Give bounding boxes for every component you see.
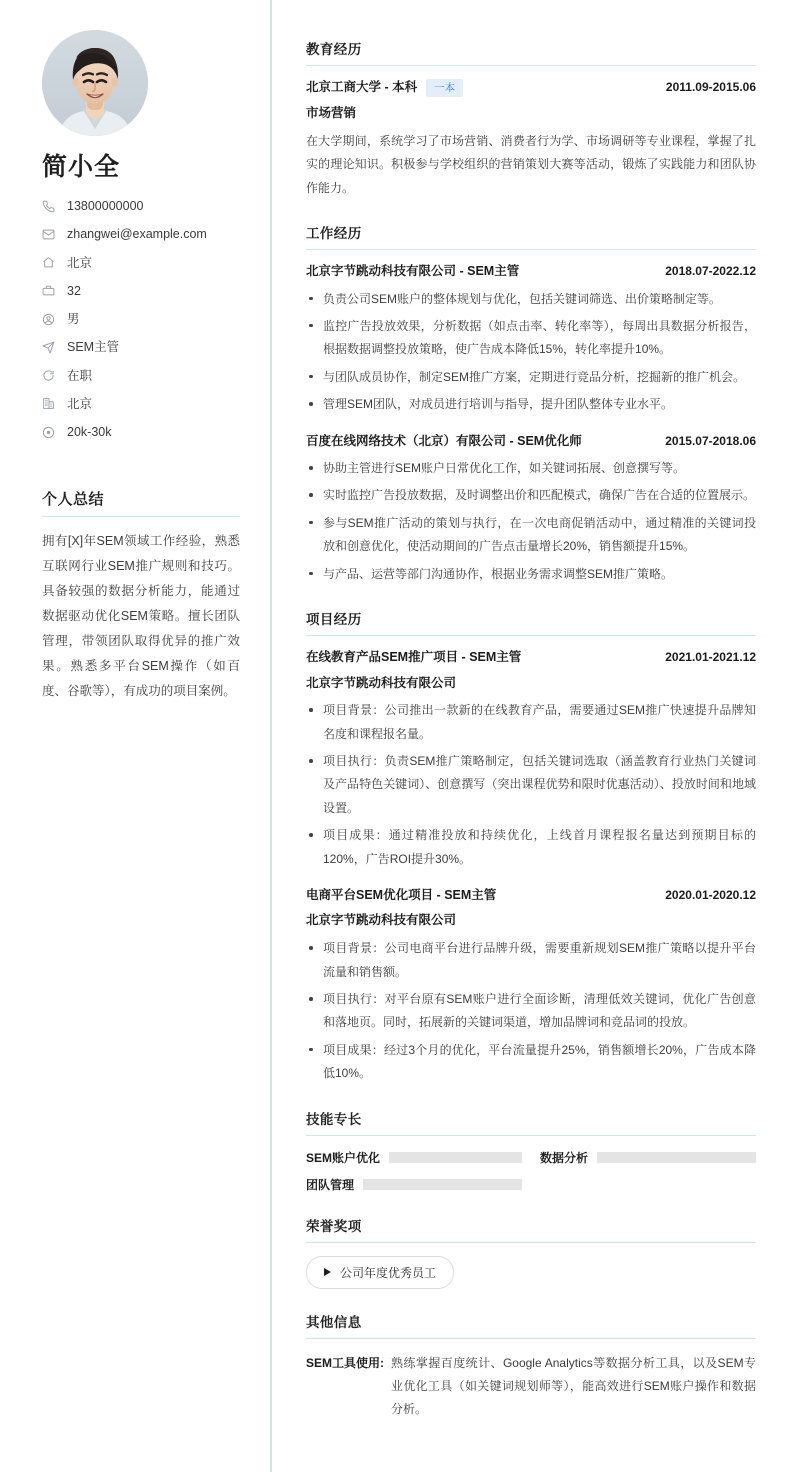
skill-progress-track <box>389 1152 522 1163</box>
skill-item <box>540 1149 756 1166</box>
contact-email <box>42 226 240 242</box>
contact-status <box>42 368 240 384</box>
avatar <box>42 30 148 136</box>
education-entry <box>306 79 756 200</box>
bullet-item: 与产品、运营等部门沟通协作，根据业务需求调整SEM推广策略。 <box>306 563 756 586</box>
projects-section <box>306 608 756 1086</box>
work-entry-head <box>306 263 756 281</box>
contact-age <box>42 283 240 299</box>
education-badge: 一本 <box>426 79 463 97</box>
other-info-row <box>306 1352 756 1422</box>
briefcase-icon <box>42 284 62 298</box>
contact-gender-value: 男 <box>67 312 80 326</box>
education-school: 北京工商大学 - 本科 <box>306 80 418 95</box>
award-label: 公司年度优秀员工 <box>340 1265 437 1280</box>
envelope-icon <box>42 227 62 241</box>
project-bullets <box>306 699 756 871</box>
project-date: 2021.01-2021.12 <box>665 650 756 664</box>
avatar-wrap <box>42 30 240 136</box>
bullet-item: 项目执行：负责SEM推广策略制定，包括关键词选取（涵盖教育行业热门关键词及产品特色关键词）、创意撰写（突出课程优势和限时优惠活动）、投放时间和地域设置。 <box>306 750 756 820</box>
education-entry-head <box>306 79 756 97</box>
skill-label: 数据分析 <box>540 1150 589 1165</box>
project-entry <box>306 649 756 871</box>
bullet-item: 管理SEM团队，对成员进行培训与指导，提升团队整体专业水平。 <box>306 393 756 416</box>
bullet-item: 项目成果：经过3个月的优化，平台流量提升25%，销售额增长20%，广告成本降低10%。 <box>306 1039 756 1086</box>
other-info-label: SEM工具使用: <box>306 1355 385 1370</box>
play-triangle-icon <box>324 1268 331 1276</box>
project-company: 北京字节跳动科技有限公司 <box>306 913 457 928</box>
portrait-photo-icon <box>42 30 148 136</box>
work-bullets <box>306 457 756 586</box>
education-date: 2011.09-2015.06 <box>665 80 756 95</box>
refresh-icon <box>42 369 62 383</box>
sidebar <box>0 0 272 1472</box>
target-icon <box>42 425 62 439</box>
bullet-item: 项目执行：对平台原有SEM账户进行全面诊断，清理低效关键词，优化广告创意和落地页。同时，拓展新的关键词渠道，增加品牌词和竞品词的投放。 <box>306 988 756 1035</box>
work-bullets <box>306 288 756 417</box>
skill-progress-track <box>363 1179 522 1190</box>
phone-icon <box>42 199 62 213</box>
contact-gender <box>42 311 240 327</box>
bullet-item: 项目背景：公司电商平台进行品牌升级，需要重新规划SEM推广策略以提升平台流量和销售额。 <box>306 937 756 984</box>
contact-age-value: 32 <box>67 283 81 298</box>
project-company: 北京字节跳动科技有限公司 <box>306 675 457 690</box>
main-content <box>272 0 794 1472</box>
bullet-item: 负责公司SEM账户的整体规划与优化，包括关键词筛选、出价策略制定等。 <box>306 288 756 311</box>
other-info-heading: 其他信息 <box>306 1311 756 1339</box>
skill-label: 团队管理 <box>306 1177 355 1192</box>
bullet-item: 与团队成员协作，制定SEM推广方案，定期进行竞品分析，挖掘新的推广机会。 <box>306 366 756 389</box>
other-info-section <box>306 1311 756 1422</box>
building-icon <box>42 397 62 411</box>
bullet-item: 项目背景：公司推出一款新的在线教育产品，需要通过SEM推广快速提升品牌知名度和课程报名量。 <box>306 699 756 746</box>
bullet-item: 实时监控广告投放数据，及时调整出价和匹配模式，确保广告在合适的位置展示。 <box>306 484 756 507</box>
work-section <box>306 222 756 586</box>
contact-work-city <box>42 396 240 412</box>
contact-position-value: SEM主管 <box>67 340 120 355</box>
project-entry-head <box>306 887 756 905</box>
other-info-value: 熟练掌握百度统计、Google Analytics等数据分析工具，以及SEM专业优化工具（如关键词规划师等），能高效进行SEM账户操作和数据分析。 <box>391 1355 756 1417</box>
education-heading: 教育经历 <box>306 38 756 66</box>
projects-heading: 项目经历 <box>306 608 756 636</box>
contact-hometown-value: 北京 <box>67 255 93 270</box>
contact-list <box>42 198 240 440</box>
project-date: 2020.01-2020.12 <box>665 887 756 902</box>
award-tag[interactable] <box>306 1256 454 1289</box>
bullet-item: 协助主管进行SEM账户日常优化工作，如关键词拓展、创意撰写等。 <box>306 457 756 480</box>
user-circle-icon <box>42 312 62 326</box>
work-entry-head <box>306 433 756 451</box>
education-major: 市场营销 <box>306 106 357 121</box>
contact-salary <box>42 424 240 440</box>
contact-email-value: zhangwei@example.com <box>67 227 207 242</box>
skill-label: SEM账户优化 <box>306 1150 381 1165</box>
education-description: 在大学期间，系统学习了市场营销、消费者行为学、市场调研等专业课程，掌握了扎实的理论知识。积极参与学校组织的营销策划大赛等活动，锻炼了实践能力和团队协作能力。 <box>306 133 756 195</box>
work-date: 2015.07-2018.06 <box>665 433 756 448</box>
bullet-item: 参与SEM推广活动的策划与执行，在一次电商促销活动中，通过精准的关键词投放和创意优化，使活动期间的广告点击量增长20%，销售额提升15%。 <box>306 512 756 559</box>
skills-section <box>306 1108 756 1193</box>
skill-item <box>306 1176 522 1193</box>
project-title: 在线教育产品SEM推广项目 - SEM主管 <box>306 650 522 664</box>
education-section <box>306 38 756 200</box>
contact-status-value: 在职 <box>67 368 93 383</box>
contact-phone <box>42 198 240 214</box>
work-heading: 工作经历 <box>306 222 756 250</box>
awards-heading: 荣誉奖项 <box>306 1215 756 1243</box>
work-company-role: 北京字节跳动科技有限公司 - SEM主管 <box>306 264 520 279</box>
project-entry <box>306 887 756 1086</box>
work-entry <box>306 433 756 586</box>
home-icon <box>42 256 62 270</box>
contact-phone-value: 13800000000 <box>67 199 144 213</box>
summary-heading: 个人总结 <box>42 488 240 517</box>
contact-work-city-value: 北京 <box>67 396 93 411</box>
work-entry <box>306 263 756 416</box>
contact-salary-value: 20k-30k <box>67 425 112 439</box>
skills-grid <box>306 1149 756 1193</box>
project-entry-head <box>306 649 756 667</box>
bullet-item: 项目成果：通过精准投放和持续优化，上线首月课程报名量达到预期目标的120%，广告ROI提升30%。 <box>306 824 756 871</box>
project-title: 电商平台SEM优化项目 - SEM主管 <box>306 887 497 902</box>
bullet-item: 监控广告投放效果，分析数据（如点击率、转化率等），每周出具数据分析报告，根据数据调整投放策略，使广告成本降低15%，转化率提升10%。 <box>306 315 756 362</box>
work-company-role: 百度在线网络技术（北京）有限公司 - SEM优化师 <box>306 433 582 448</box>
skill-item <box>306 1149 522 1166</box>
work-date: 2018.07-2022.12 <box>665 264 756 279</box>
summary-section <box>42 488 240 704</box>
award-list <box>306 1256 756 1289</box>
contact-hometown <box>42 255 240 271</box>
project-bullets <box>306 937 756 1085</box>
awards-section <box>306 1215 756 1289</box>
skill-progress-track <box>597 1152 756 1163</box>
contact-position <box>42 339 240 355</box>
skills-heading: 技能专长 <box>306 1108 756 1136</box>
education-entry-title <box>306 79 463 97</box>
person-name: 简小全 <box>42 153 121 181</box>
paper-plane-icon <box>42 340 62 354</box>
summary-body: 拥有[X]年SEM领域工作经验，熟悉互联网行业SEM推广规则和技巧。具备较强的数据分析能力，能通过数据驱动优化SEM策略。擅长团队管理，带领团队取得优异的推广效果。熟悉多平台SEM操作（如百度、谷歌等），有成功的项目案例。 <box>42 534 240 699</box>
